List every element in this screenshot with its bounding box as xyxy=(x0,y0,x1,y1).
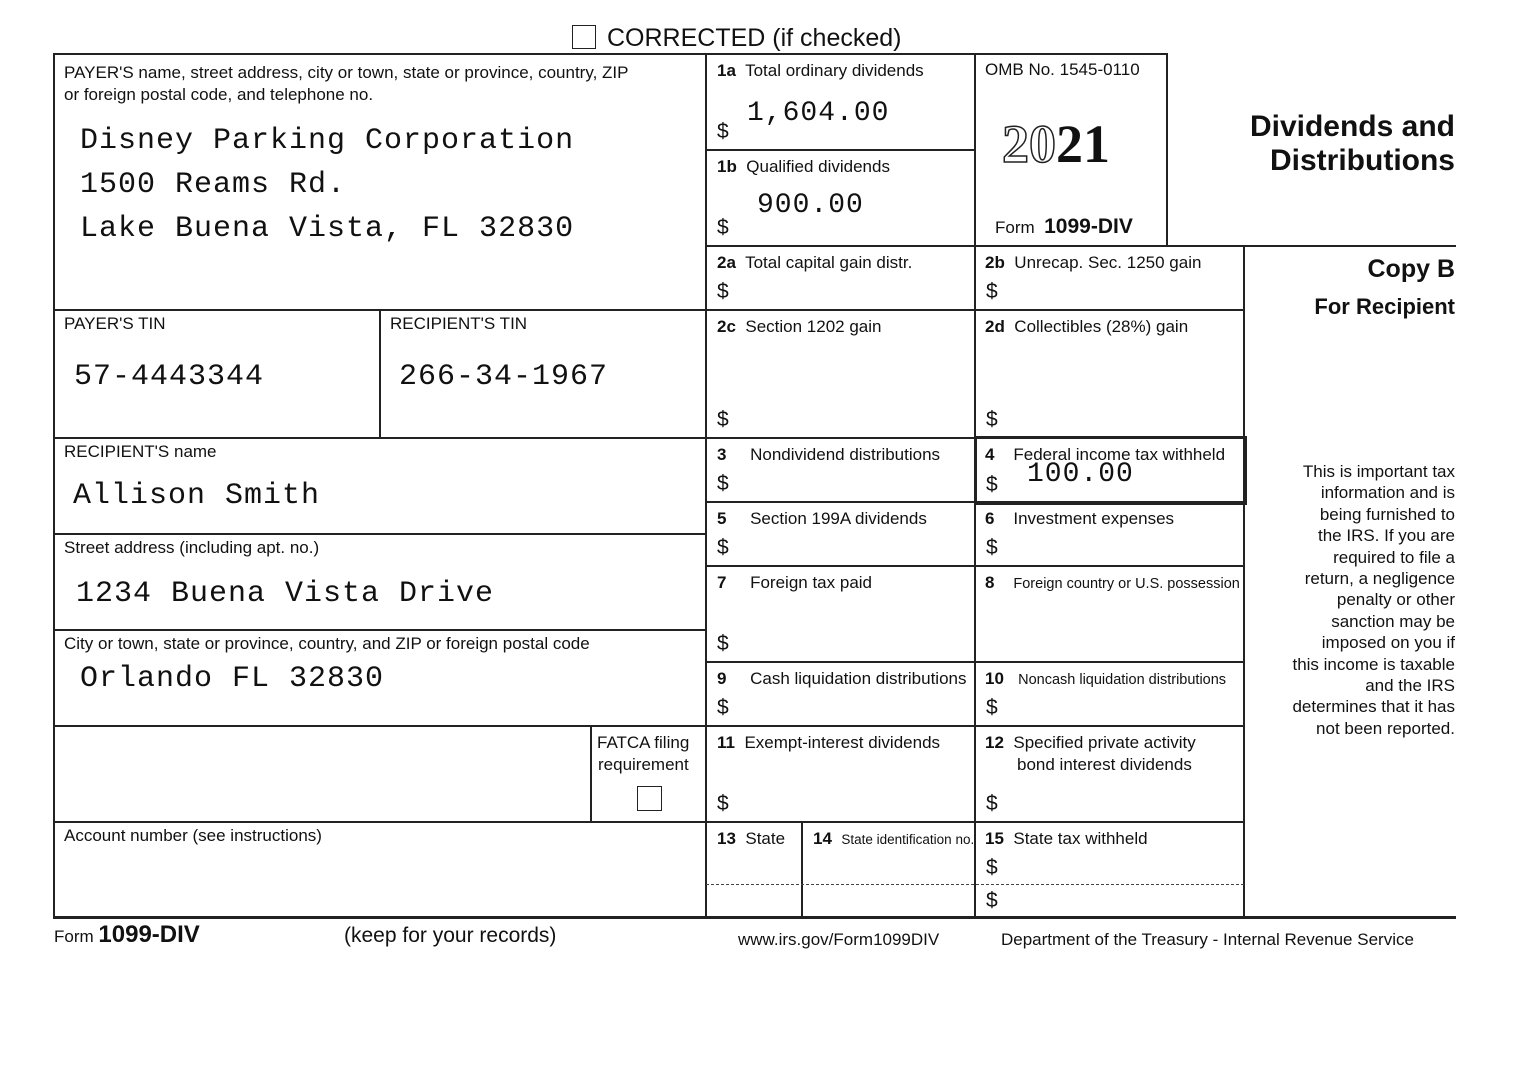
box9-label xyxy=(717,668,967,689)
footer-url: www.irs.gov/Form1099DIV xyxy=(738,930,940,949)
box2b-dollar: $ xyxy=(986,280,998,303)
fatca-checkbox[interactable] xyxy=(637,786,662,811)
box12-text: Specified private activity xyxy=(1013,733,1196,752)
box11-text: Exempt-interest dividends xyxy=(744,733,941,752)
box9-dollar: $ xyxy=(717,696,729,719)
notice-line: determines that it has xyxy=(1292,697,1455,717)
box9-text: Cash liquidation distributions xyxy=(750,669,967,688)
box5-text: Section 199A dividends xyxy=(750,509,927,528)
box10-label xyxy=(985,668,1226,691)
omb-form-prefix: Form xyxy=(995,218,1035,237)
notice-line: This is important tax xyxy=(1302,462,1455,481)
box7-dollar: $ xyxy=(717,632,729,655)
box2c-label xyxy=(717,316,881,337)
box4-value: 100.00 xyxy=(1027,459,1134,490)
footer-form xyxy=(54,921,200,948)
box1a-label xyxy=(717,60,924,81)
notice-line: sanction may be xyxy=(1331,611,1455,631)
box15-label xyxy=(985,828,1148,849)
box10-dollar: $ xyxy=(986,696,998,719)
box7-num: 7 xyxy=(717,573,727,592)
box2a-text: Total capital gain distr. xyxy=(745,253,913,272)
box2a-label xyxy=(717,252,912,273)
recipient-tin-label: RECIPIENT'S TIN xyxy=(390,314,528,333)
form-title-line1: Dividends and xyxy=(1249,110,1455,143)
box1b-dollar: $ xyxy=(717,216,729,239)
recipient-street: 1234 Buena Vista Drive xyxy=(76,577,495,611)
box3-dollar: $ xyxy=(717,472,729,495)
box13-text: State xyxy=(745,829,786,848)
box13-num: 13 xyxy=(717,829,736,848)
notice-line: required to file a xyxy=(1333,547,1455,567)
box3-text: Nondividend distributions xyxy=(750,445,941,464)
box12-label xyxy=(985,732,1196,753)
box5-label xyxy=(717,508,927,529)
box15-num: 15 xyxy=(985,829,1004,848)
box2b-num: 2b xyxy=(985,253,1005,272)
box15-dollar-1: $ xyxy=(986,856,998,879)
box2b-label xyxy=(985,252,1201,273)
box5-num: 5 xyxy=(717,509,727,528)
payer-label-line2: or foreign postal code, and telephone no. xyxy=(64,85,374,104)
box6-dollar: $ xyxy=(986,536,998,559)
box9-num: 9 xyxy=(717,669,727,688)
omb-form xyxy=(995,216,1133,238)
box11-label xyxy=(717,732,940,753)
box2b-text: Unrecap. Sec. 1250 gain xyxy=(1014,253,1202,272)
notice-line: return, a negligence xyxy=(1304,569,1455,589)
box12-text-line2: bond interest dividends xyxy=(1017,755,1192,774)
box12-num: 12 xyxy=(985,733,1004,752)
notice-line: information and is xyxy=(1320,483,1455,503)
recipient-city: Orlando FL 32830 xyxy=(80,662,385,696)
omb-form-name: 1099-DIV xyxy=(1044,215,1133,238)
box11-num: 11 xyxy=(717,733,735,752)
form-left-border xyxy=(53,53,55,918)
box8-num: 8 xyxy=(985,573,995,592)
payer-street: 1500 Reams Rd. xyxy=(80,168,347,202)
tax-year xyxy=(1002,114,1110,174)
box7-label xyxy=(717,572,872,593)
notice-line: this income is taxable xyxy=(1292,654,1455,674)
box1a-dollar: $ xyxy=(717,120,729,143)
payer-label: PAYER'S name, street address, city or town, state or province, country, ZIP xyxy=(64,63,629,82)
box2d-label xyxy=(985,316,1188,337)
box2d-dollar: $ xyxy=(986,408,998,431)
recipient-city-label: City or town, state or province, country, and ZIP or foreign postal code xyxy=(64,634,590,653)
box15-dollar-2: $ xyxy=(986,889,998,912)
box10-num: 10 xyxy=(985,669,1004,688)
box1b-label xyxy=(717,156,890,177)
notice-line: the IRS. If you are xyxy=(1317,526,1455,546)
footer-form-prefix: Form xyxy=(54,927,94,946)
box11-dollar: $ xyxy=(717,792,729,815)
notice-line: penalty or other xyxy=(1336,590,1455,610)
form-bottom-border xyxy=(53,916,1456,919)
notice-line: being furnished to xyxy=(1319,504,1455,524)
recipient-tin: 266-34-1967 xyxy=(399,360,609,394)
box1b-num: 1b xyxy=(717,157,737,176)
important-notice xyxy=(1255,461,1455,739)
corrected-checkbox[interactable] xyxy=(572,25,596,49)
box10-text: Noncash liquidation distributions xyxy=(1018,672,1227,688)
box2a-dollar: $ xyxy=(717,280,729,303)
notice-line: not been reported. xyxy=(1316,718,1455,738)
tax-year-suffix: 21 xyxy=(1056,114,1110,174)
fatca-label: FATCA filing xyxy=(597,733,690,752)
box2c-text: Section 1202 gain xyxy=(745,317,882,336)
box4-num: 4 xyxy=(985,445,995,464)
box2a-num: 2a xyxy=(717,253,736,272)
footer-dept: Department of the Treasury - Internal Revenue Service xyxy=(1001,930,1414,949)
footer-form-name: 1099-DIV xyxy=(98,921,200,948)
box7-text: Foreign tax paid xyxy=(750,573,872,592)
tax-year-prefix: 20 xyxy=(1002,114,1056,174)
fatca-label-line2: requirement xyxy=(598,755,689,774)
payer-tin-label: PAYER'S TIN xyxy=(64,314,166,333)
form-title-line2: Distributions xyxy=(1270,144,1455,177)
payer-tin: 57-4443344 xyxy=(74,360,265,394)
box2c-dollar: $ xyxy=(717,408,729,431)
footer-keep: (keep for your records) xyxy=(344,924,557,947)
notice-line: imposed on you if xyxy=(1321,633,1455,653)
box1a-value: 1,604.00 xyxy=(747,98,890,129)
box15-text: State tax withheld xyxy=(1013,829,1148,848)
recipient-name-label: RECIPIENT'S name xyxy=(64,442,217,461)
box6-label xyxy=(985,508,1174,529)
box2d-num: 2d xyxy=(985,317,1005,336)
corrected-label: CORRECTED (if checked) xyxy=(607,24,902,52)
box1a-num: 1a xyxy=(717,61,736,80)
form-title xyxy=(1180,110,1455,178)
notice-line: and the IRS xyxy=(1365,676,1455,696)
recipient-name: Allison Smith xyxy=(73,479,321,513)
recipient-street-label: Street address (including apt. no.) xyxy=(64,538,320,557)
box14-text: State identification no. xyxy=(841,832,975,847)
for-recipient: For Recipient xyxy=(1314,294,1455,319)
form-top-border xyxy=(53,53,1168,55)
box4-text: Federal income tax withheld xyxy=(1013,445,1226,464)
box3-label xyxy=(717,444,940,465)
payer-city: Lake Buena Vista, FL 32830 xyxy=(80,212,575,246)
box14-label xyxy=(813,828,974,850)
box4-dollar: $ xyxy=(986,473,998,496)
omb-number: OMB No. 1545-0110 xyxy=(985,60,1140,79)
box8-text: Foreign country or U.S. possession xyxy=(1013,576,1240,592)
box1a-text: Total ordinary dividends xyxy=(745,61,924,80)
box13-label xyxy=(717,828,785,849)
box1b-text: Qualified dividends xyxy=(746,157,890,176)
box3-num: 3 xyxy=(717,445,727,464)
box1b-value: 900.00 xyxy=(757,190,864,221)
payer-name: Disney Parking Corporation xyxy=(80,124,575,158)
box8-label xyxy=(985,572,1240,595)
account-label: Account number (see instructions) xyxy=(64,826,322,845)
box6-text: Investment expenses xyxy=(1013,509,1175,528)
copy-b: Copy B xyxy=(1367,255,1455,283)
box6-num: 6 xyxy=(985,509,995,528)
box2c-num: 2c xyxy=(717,317,736,336)
box5-dollar: $ xyxy=(717,536,729,559)
box2d-text: Collectibles (28%) gain xyxy=(1014,317,1189,336)
box14-num: 14 xyxy=(813,829,832,848)
box12-dollar: $ xyxy=(986,792,998,815)
